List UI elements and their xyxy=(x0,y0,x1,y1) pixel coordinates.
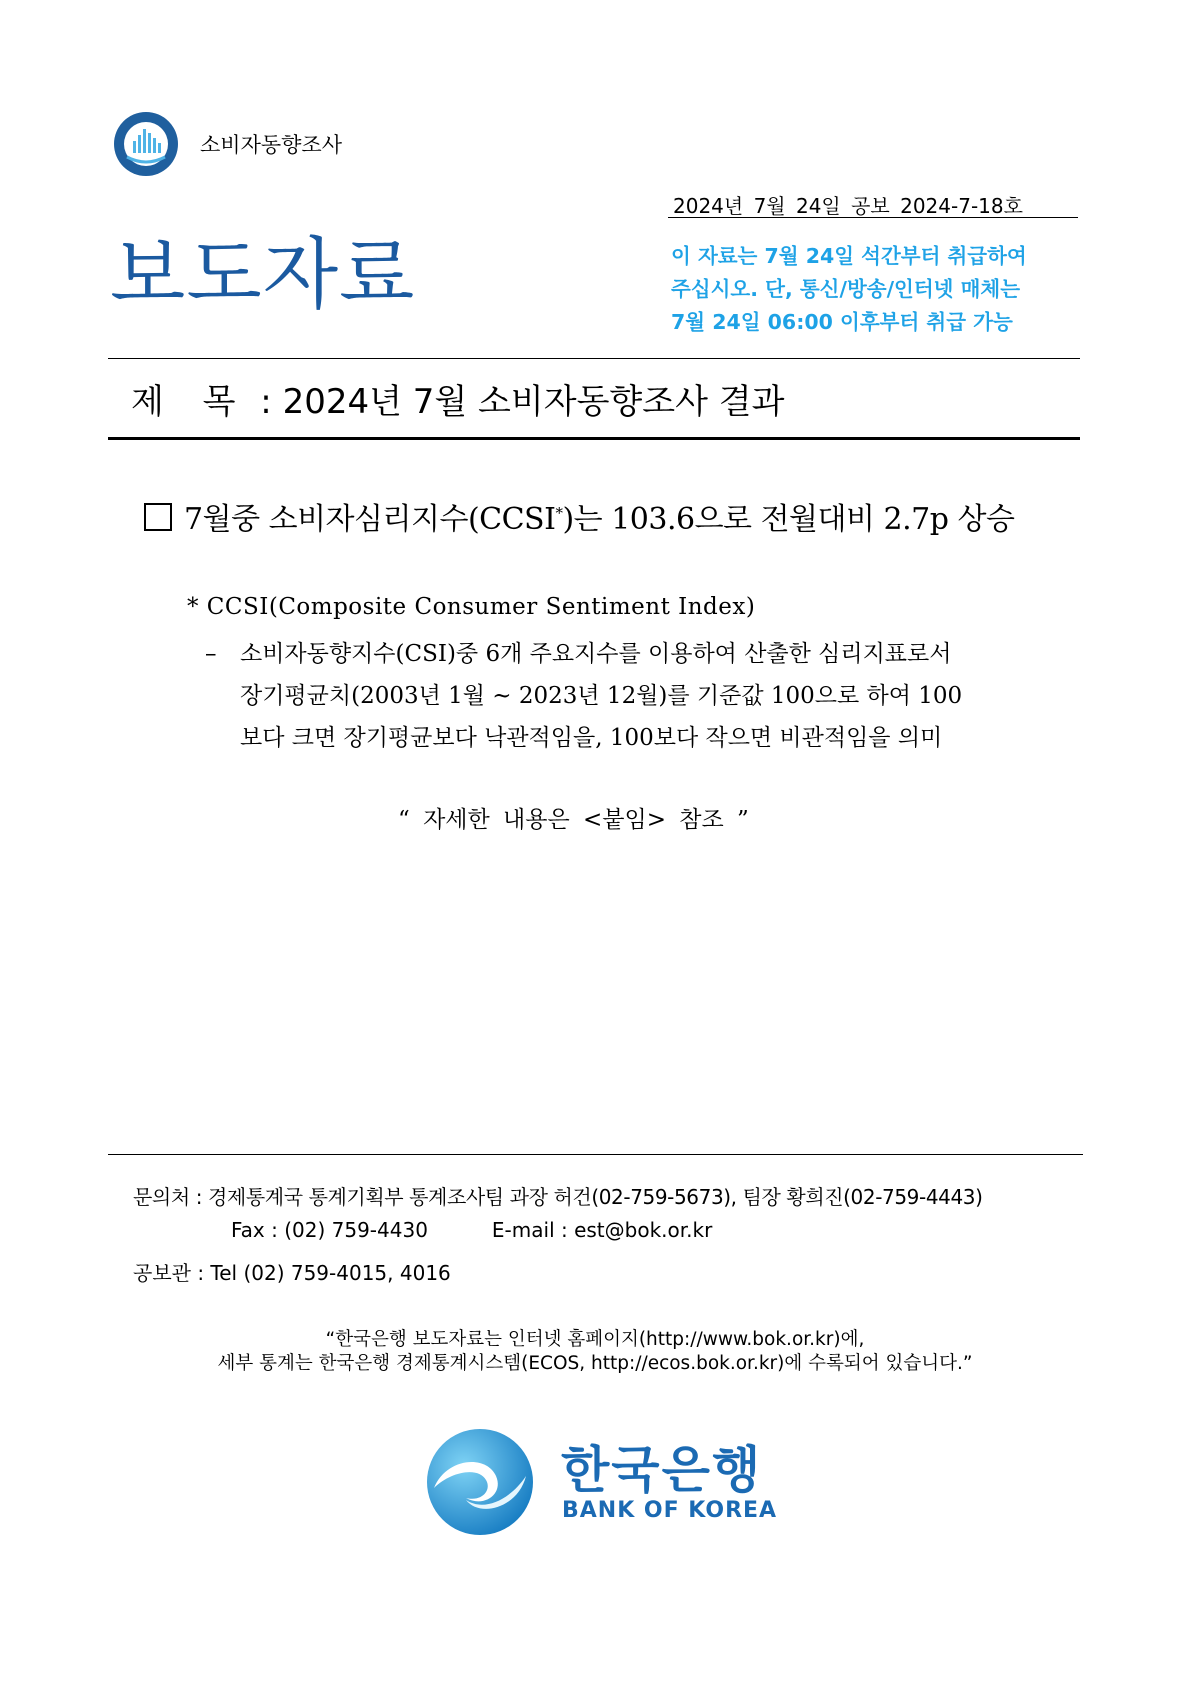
embargo-line: 이 자료는 7월 24일 석간부터 취급하여 xyxy=(671,244,1027,268)
contact-divider xyxy=(108,1154,1083,1155)
footer-note-line: 세부 통계는 한국은행 경제통계시스템(ECOS, http://ecos.bok.or.kr)에 수록되어 있습니다.” xyxy=(217,1353,973,1374)
embargo-line: 7월 24일 06:00 이후부터 취급 가능 xyxy=(671,310,1013,334)
release-divider xyxy=(668,217,1078,218)
title-prefix: 제 목 xyxy=(131,382,250,422)
embargo-line: 주십시오. 단, 통신/방송/인터넷 매체는 xyxy=(671,277,1021,301)
attachment-reference: “ 자세한 내용은 <붙임> 참조 ” xyxy=(398,807,749,833)
footer-note-line: “한국은행 보도자료는 인터넷 홈페이지(http://www.bok.or.kr)에, xyxy=(325,1329,865,1350)
embargo-notice xyxy=(671,240,1027,339)
pr-contact: 공보관 : Tel (02) 759-4015, 4016 xyxy=(133,1261,451,1285)
headline-text-start: 7월중 소비자심리지수(CCSI xyxy=(184,502,556,537)
title-bottom-divider xyxy=(108,437,1080,440)
inquiry-contact: 문의처 : 경제통계국 통계기획부 통계조사팀 과장 허건(02-759-5673), 팀장 황희진(02-759-4443) xyxy=(133,1185,983,1209)
headline-footnote-mark: * xyxy=(555,504,563,522)
bank-name-korean: 한국은행 xyxy=(561,1441,763,1499)
headline xyxy=(144,494,1014,538)
bank-of-korea-emblem xyxy=(426,1428,534,1536)
desc-line: 장기평균치(2003년 1월 ~ 2023년 12월)를 기준값 100으로 하여 100 xyxy=(240,683,963,709)
ccsi-description xyxy=(205,633,962,759)
headline-text-end: )는 103.6으로 전월대비 2.7p 상승 xyxy=(562,502,1015,537)
desc-line: 보다 크면 장기평균보다 낙관적임을, 100보다 작으면 비관적임을 의미 xyxy=(240,725,943,751)
national-statistics-emblem xyxy=(113,111,179,177)
release-info: 2024년 7월 24일 공보 2024-7-18호 xyxy=(673,194,1023,218)
bank-name-english: BANK OF KOREA xyxy=(562,1498,778,1523)
title-top-divider xyxy=(108,358,1080,359)
survey-label: 소비자동향조사 xyxy=(200,133,343,157)
dash-bullet: – xyxy=(205,641,217,667)
fax-number: Fax : (02) 759-4430 xyxy=(231,1218,428,1242)
desc-line: 소비자동향지수(CSI)중 6개 주요지수를 이용하여 산출한 심리지표로서 xyxy=(240,641,952,667)
page-title xyxy=(131,374,784,423)
fax-email-line xyxy=(231,1218,712,1242)
doc-type-heading: 보도자료 xyxy=(110,230,416,320)
title-text: : 2024년 7월 소비자동향조사 결과 xyxy=(249,382,785,422)
email-address[interactable]: E-mail : est@bok.or.kr xyxy=(491,1218,713,1242)
ccsi-definition: * CCSI(Composite Consumer Sentiment Index) xyxy=(187,594,756,620)
footer-note xyxy=(0,1328,1190,1376)
checkbox-bullet-icon xyxy=(144,503,172,531)
